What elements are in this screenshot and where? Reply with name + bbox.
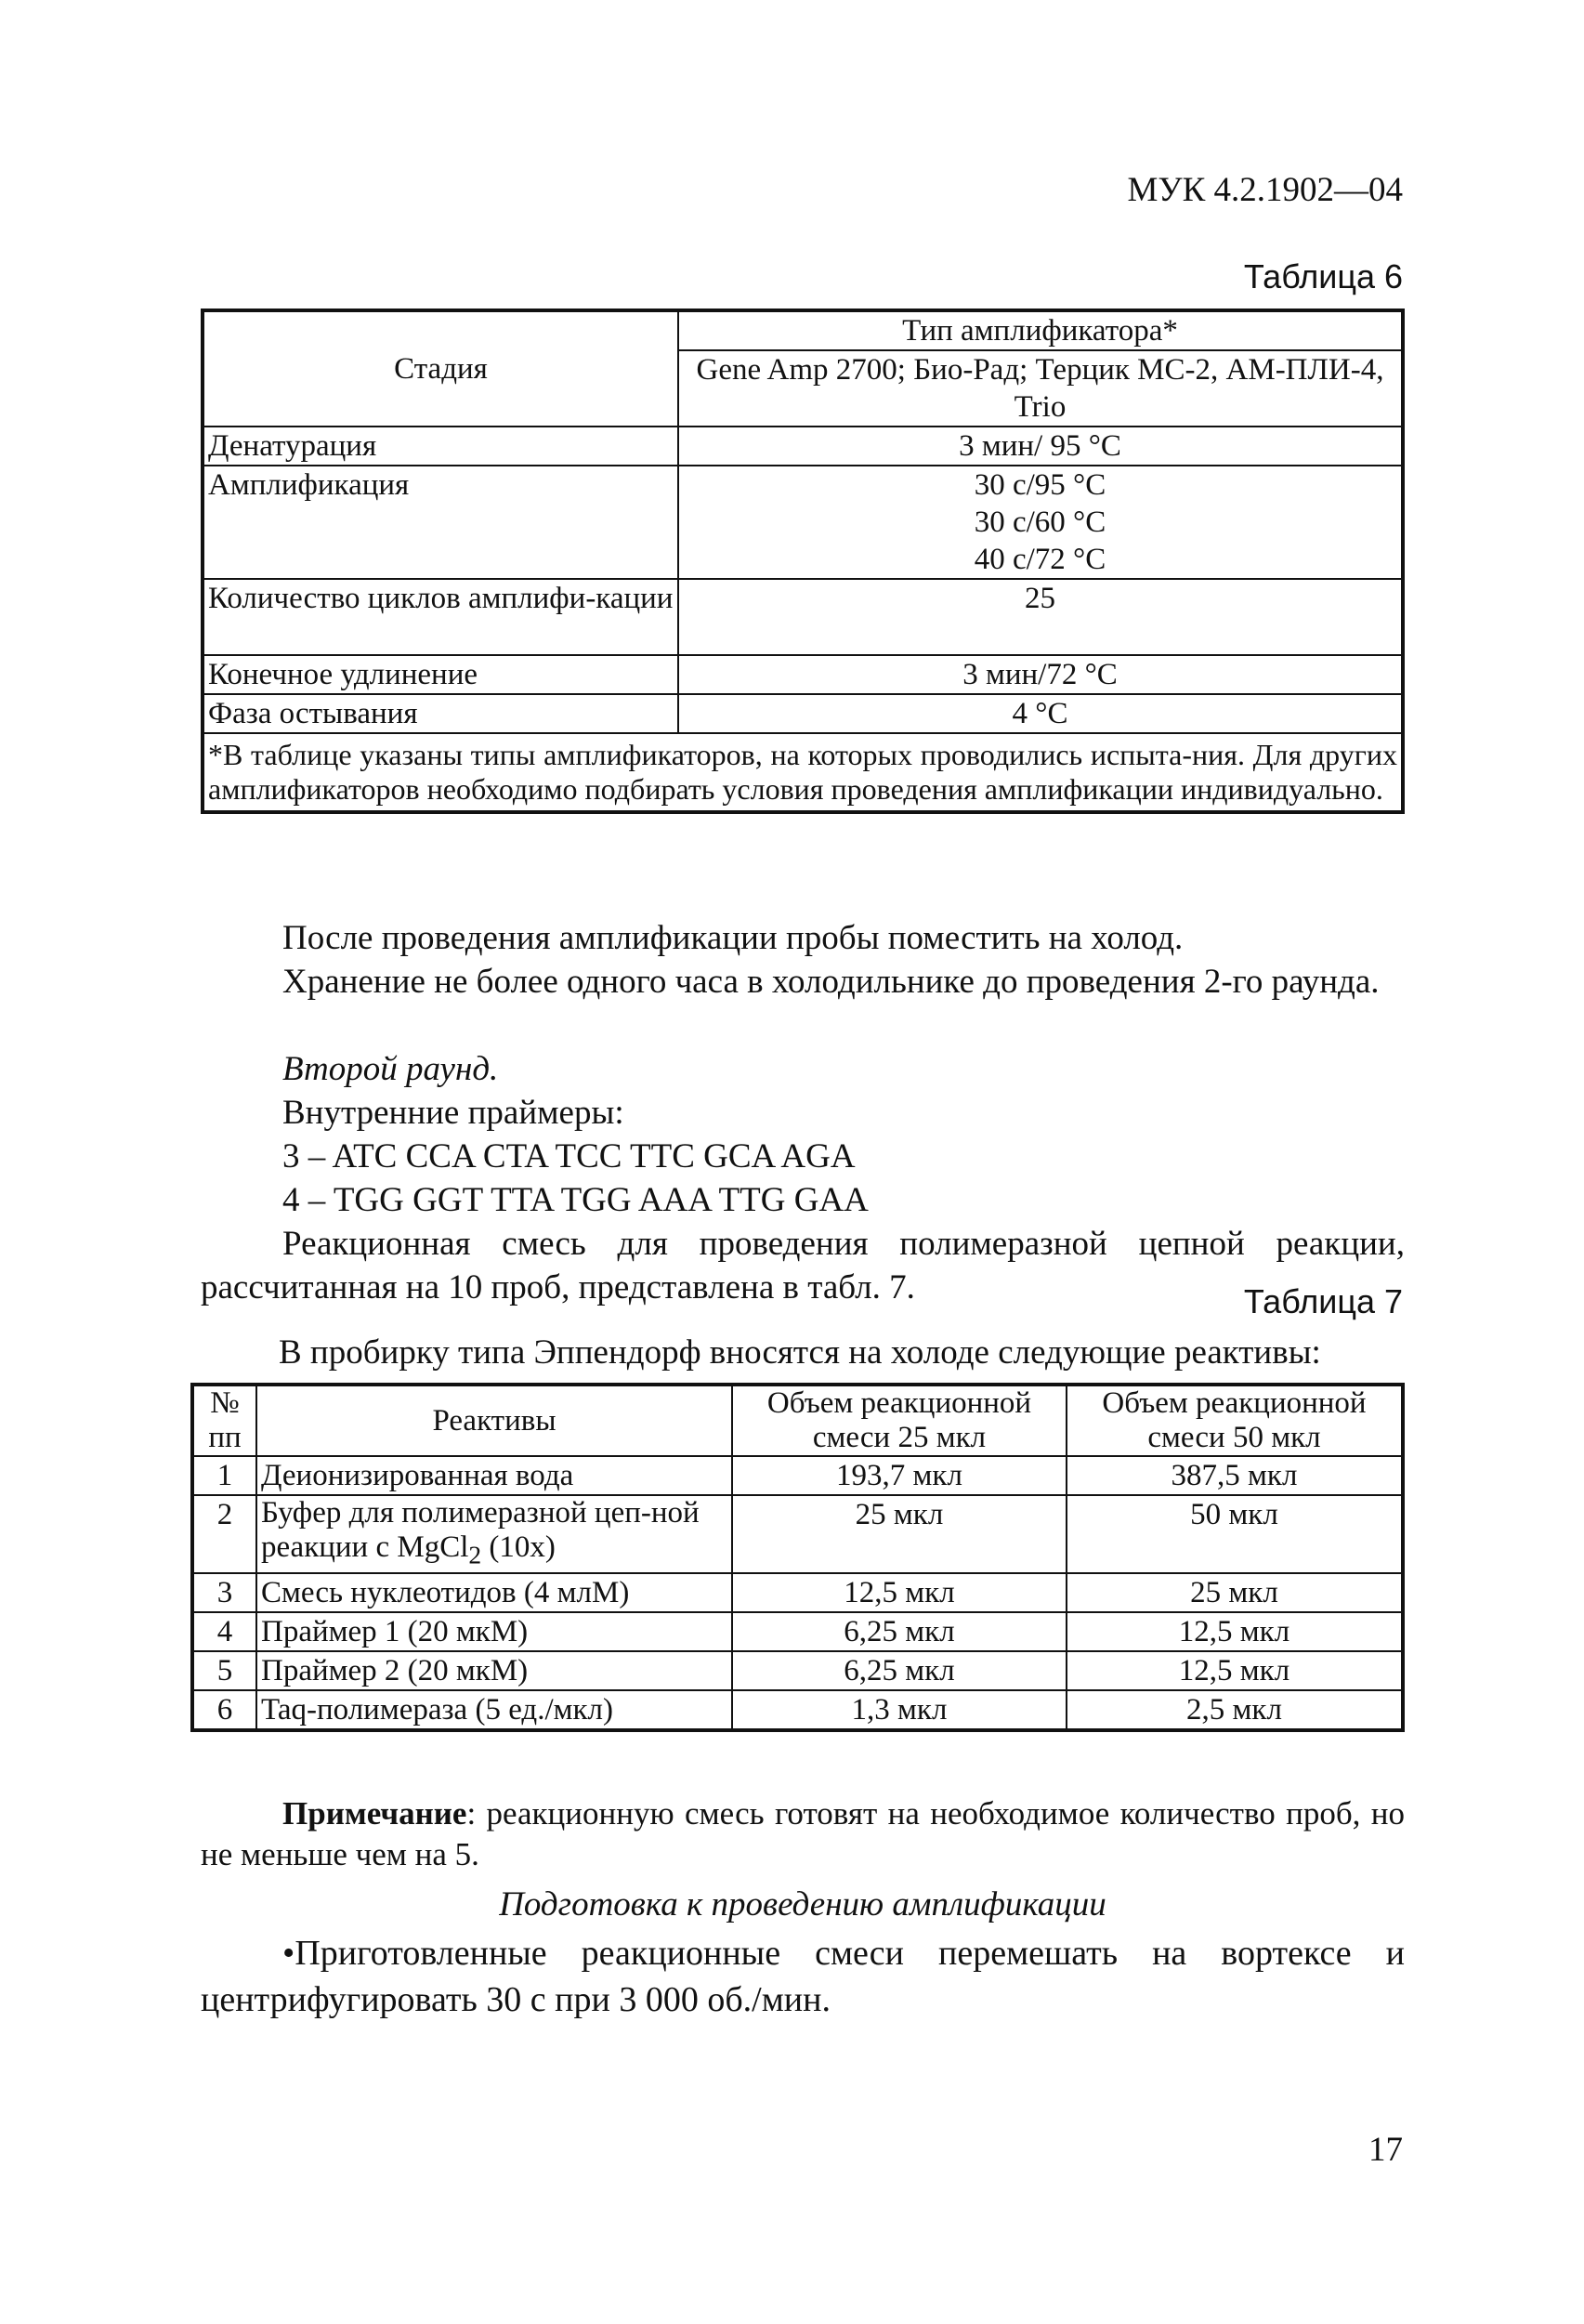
note-label: Примечание [282,1795,467,1832]
vol50-cell: 12,5 мкл [1067,1651,1403,1690]
note-text: : реакционную смесь готовят на необходимое количество проб, но не меньше чем на 5. [201,1795,1405,1872]
row-num: 6 [192,1690,256,1730]
header-vol50: Объем реакционной смеси 50 мкл [1067,1385,1403,1456]
table-row [192,1651,1403,1690]
vol25-cell: 25 мкл [732,1495,1067,1573]
stage-cell: Фаза остывания [203,694,678,733]
paragraph: Хранение не более одного часа в холодильнике до проведения 2-го раунда. [282,963,1380,1001]
note [201,1793,1405,1875]
table-row [203,579,1403,655]
table-row [203,655,1403,694]
bullet-icon: • [282,1934,295,1973]
table-row [192,1495,1403,1573]
stage-header: Стадия [203,310,678,427]
row-num: 5 [192,1651,256,1690]
vol25-cell: 193,7 мкл [732,1456,1067,1495]
header-reagent: Реактивы [256,1385,732,1456]
vol50-cell: 50 мкл [1067,1495,1403,1573]
paragraph: Внутренние праймеры: [282,1094,624,1132]
table-row [203,466,1403,579]
table7-intro: В пробирку типа Эппендорф вносятся на холоде следующие реактивы: [279,1333,1321,1372]
paragraph: После проведения амплификации пробы поместить на холод. [282,919,1184,957]
section-heading: Подготовка к проведению амплификации [499,1885,1106,1924]
value-cell: 3 мин/72 °С [678,655,1403,694]
table7 [190,1383,1405,1732]
header-num: № пп [192,1385,256,1456]
paragraph: Реакционная смесь для проведения полимеразной цепной реакции, рассчитанная на 10 проб, представлена в табл. 7. [201,1225,1405,1306]
value-cell: 4 °С [678,694,1403,733]
vol25-cell: 6,25 мкл [732,1651,1067,1690]
type-models: Gene Amp 2700; Био-Рад; Терцик МС-2, АМ-ПЛИ-4, Trio [678,350,1403,427]
table-row [192,1612,1403,1651]
reagent-cell [256,1495,732,1573]
stage-cell: Амплификация [203,466,678,579]
document-code: МУК 4.2.1902—04 [1127,171,1403,209]
subheading-second-round: Второй раунд. [282,1050,499,1088]
vol25-cell: 1,3 мкл [732,1690,1067,1730]
table-row [192,1573,1403,1612]
value-line: 40 с/72 °С [974,543,1106,576]
row-num: 2 [192,1495,256,1573]
stage-cell: Денатурация [203,427,678,466]
value-line: 30 с/95 °С [974,468,1106,502]
table6 [201,309,1405,814]
value-cell: 25 [678,579,1403,655]
row-num: 4 [192,1612,256,1651]
vol50-cell: 387,5 мкл [1067,1456,1403,1495]
subscript: 2 [468,1540,482,1569]
table-row [192,1456,1403,1495]
bullet-text: Приготовленные реакционные смеси перемешать на вортексе и центрифугировать 30 с при 3 000 об./мин. [201,1934,1405,2019]
page-number: 17 [1368,2131,1403,2169]
reagent-text: Буфер для полимеразной цеп-ной реакции с MgCl [261,1496,700,1564]
row-num: 1 [192,1456,256,1495]
value-cell: 3 мин/ 95 °С [678,427,1403,466]
stage-cell: Количество циклов амплифи-кации [203,579,678,655]
vol50-cell: 2,5 мкл [1067,1690,1403,1730]
value-cell [678,466,1403,579]
vol50-cell: 12,5 мкл [1067,1612,1403,1651]
vol25-cell: 6,25 мкл [732,1612,1067,1651]
reagent-text: (10х) [481,1530,556,1564]
table6-caption: Таблица 6 [1243,257,1403,295]
table-row [203,427,1403,466]
stage-cell: Конечное удлинение [203,655,678,694]
primer-line: 4 – TGG GGT TTA TGG AAA TTG GAA [282,1181,869,1219]
primer-line: 3 – ATC CCA CTA TCC TTC GCA AGA [282,1137,856,1175]
value-line: 30 с/60 °С [974,506,1106,539]
table6-footnote: *В таблице указаны типы амплификаторов, на которых проводились испыта-ния. Для других амплификаторов необходимо подбирать условия проведения амплификации индивидуально. [203,733,1403,812]
reagent-cell: Деионизированная вода [256,1456,732,1495]
header-vol25: Объем реакционной смеси 25 мкл [732,1385,1067,1456]
vol50-cell: 25 мкл [1067,1573,1403,1612]
reagent-cell: Праймер 1 (20 мкМ) [256,1612,732,1651]
reagent-cell: Праймер 2 (20 мкМ) [256,1651,732,1690]
table-row [203,694,1403,733]
vol25-cell: 12,5 мкл [732,1573,1067,1612]
bullet-paragraph [201,1930,1405,2023]
reagent-cell: Смесь нуклеотидов (4 млМ) [256,1573,732,1612]
row-num: 3 [192,1573,256,1612]
table7-caption: Таблица 7 [1243,1282,1403,1320]
reagent-cell: Taq-полимераза (5 ед./мкл) [256,1690,732,1730]
type-header: Тип амплификатора* [678,310,1403,350]
table-row [192,1690,1403,1730]
